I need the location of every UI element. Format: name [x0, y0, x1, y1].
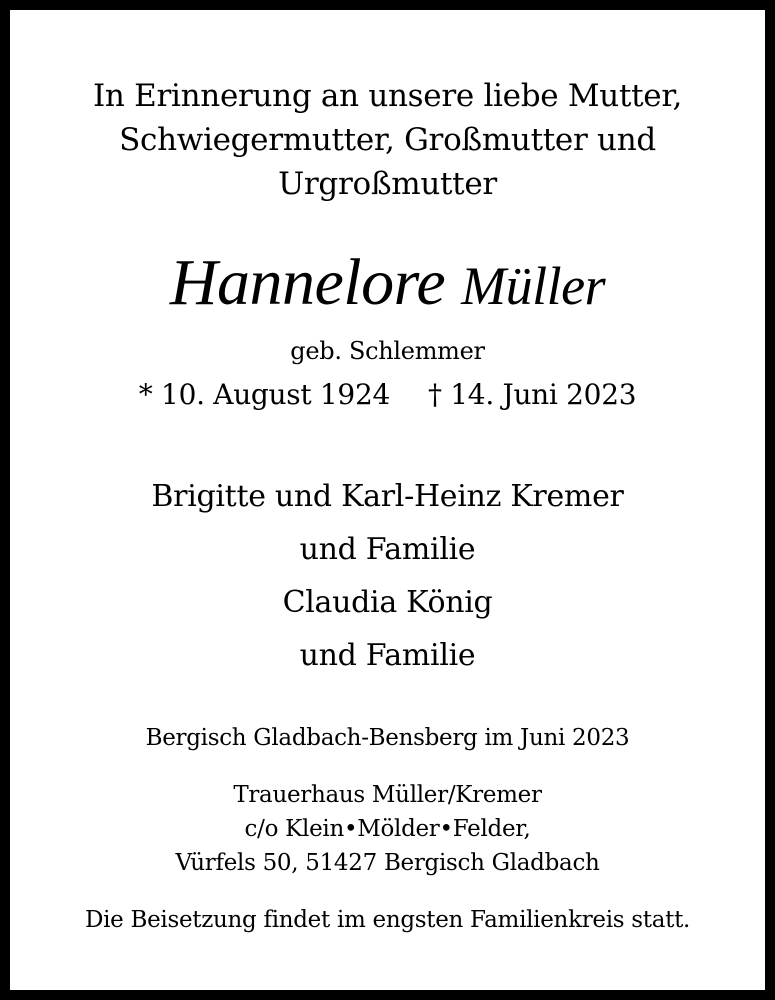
dedication-line-2: Schwiegermutter, Großmutter und	[119, 122, 656, 158]
dedication-line-3: Urgroßmutter	[278, 166, 497, 202]
life-dates	[20, 378, 755, 411]
address-line-3: Vürfels 50, 51427 Bergisch Gladbach	[175, 850, 600, 876]
funeral-notice: Die Beisetzung findet im engsten Familienkreis statt.	[84, 907, 691, 933]
deceased-surname: Müller	[461, 256, 606, 316]
death-date: † 14. Juni 2023	[427, 378, 637, 411]
deceased-first-name: Hannelore	[169, 246, 446, 319]
mourner-line-2: und Familie	[299, 532, 476, 567]
address-line-2: c/o Klein•Mölder•Felder,	[244, 816, 531, 842]
mourner-line-3: Claudia König	[282, 585, 493, 620]
mourner-line-4: und Familie	[299, 638, 476, 673]
place-and-date: Bergisch Gladbach-Bensberg im Juni 2023	[145, 725, 630, 751]
birth-name: geb. Schlemmer	[290, 337, 485, 365]
birth-date: * 10. August 1924	[138, 378, 390, 411]
dedication-line-1: In Erinnerung an unsere liebe Mutter,	[92, 78, 682, 114]
deceased-name	[20, 246, 755, 319]
address-line-1: Trauerhaus Müller/Kremer	[233, 782, 542, 808]
mourner-line-1: Brigitte und Karl-Heinz Kremer	[151, 479, 624, 514]
